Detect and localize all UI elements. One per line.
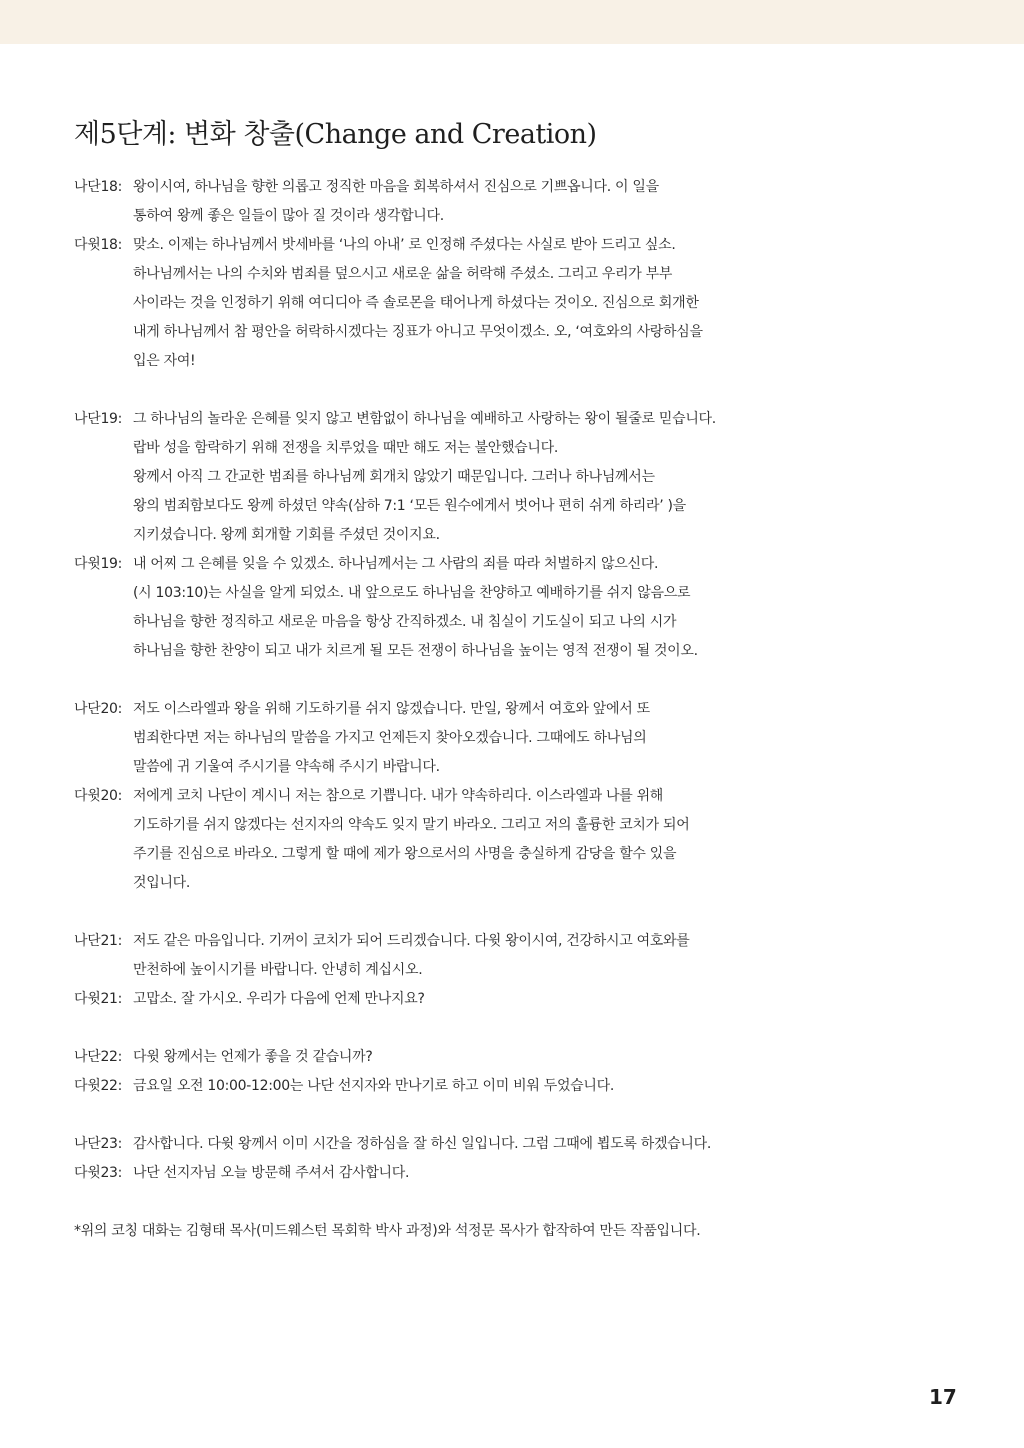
speech-line: 범죄한다면 저는 하나님의 말씀을 가지고 언제든지 찾아오겠습니다. 그때에도 하나님의 bbox=[133, 730, 647, 746]
speaker-label: 다윗23: bbox=[74, 1165, 123, 1181]
speech-line: 저도 이스라엘과 왕을 위해 기도하기를 쉬지 않겠습니다. 만일, 왕께서 여호와 앞에서 또 bbox=[133, 701, 650, 717]
speech-line: 고맙소. 잘 가시오. 우리가 다음에 언제 만나지요? bbox=[133, 991, 425, 1007]
speech-line: 만천하에 높이시기를 바랍니다. 안녕히 계십시오. bbox=[133, 962, 423, 978]
speech-line: 입은 자여! bbox=[133, 353, 196, 369]
speech-text bbox=[133, 231, 954, 376]
speech-line: 주기를 진심으로 바라오. 그렇게 할 때에 제가 왕으로서의 사명을 충실하게 감당을 할수 있을 bbox=[133, 846, 677, 862]
speech-line: 하나님을 향한 정직하고 새로운 마음을 항상 간직하겠소. 내 침실이 기도실이 되고 나의 시가 bbox=[133, 614, 677, 630]
speech-line: 통하여 왕께 좋은 일들이 많아 질 것이라 생각합니다. bbox=[133, 208, 444, 224]
speech-line: 기도하기를 쉬지 않겠다는 선지자의 약속도 잊지 말기 바라오. 그리고 저의 훌륭한 코치가 되어 bbox=[133, 817, 690, 833]
speech-line: 왕이시여, 하나님을 향한 의롭고 정직한 마음을 회복하셔서 진심으로 기쁘옵니다. 이 일을 bbox=[133, 179, 659, 195]
dialogue-turn bbox=[74, 1043, 954, 1072]
dialogue-turn bbox=[74, 782, 954, 898]
section-gap bbox=[74, 666, 954, 695]
dialogue-turn bbox=[74, 695, 954, 782]
speaker-label: 나단18: bbox=[74, 179, 123, 195]
dialogue-turn bbox=[74, 927, 954, 985]
page-number: 17 bbox=[929, 1385, 957, 1409]
speaker-label: 다윗19: bbox=[74, 556, 123, 572]
footnote: *위의 코칭 대화는 김형태 목사(미드웨스턴 목회학 박사 과정)와 석정문 목사가 합작하여 만든 작품입니다. bbox=[74, 1223, 701, 1239]
section-gap bbox=[74, 1101, 954, 1130]
speech-text bbox=[133, 1130, 954, 1159]
speech-line: 하나님께서는 나의 수치와 범죄를 덮으시고 새로운 삶을 허락해 주셨소. 그리고 우리가 부부 bbox=[133, 266, 673, 282]
speech-line: 나단 선지자님 오늘 방문해 주셔서 감사합니다. bbox=[133, 1165, 410, 1181]
dialogue-turn bbox=[74, 1072, 954, 1101]
dialogue-turn bbox=[74, 1130, 954, 1159]
speech-line: 감사합니다. 다윗 왕께서 이미 시간을 정하심을 잘 하신 일입니다. 그럼 그때에 뵙도록 하겠습니다. bbox=[133, 1136, 711, 1152]
speech-text bbox=[133, 405, 954, 550]
speech-line: 맞소. 이제는 하나님께서 밧세바를 ‘나의 아내’ 로 인정해 주셨다는 사실로 받아 드리고 싶소. bbox=[133, 237, 676, 253]
speech-line: 금요일 오전 10:00-12:00는 나단 선지자와 만나기로 하고 이미 비워 두었습니다. bbox=[133, 1078, 614, 1094]
speech-text bbox=[133, 927, 954, 985]
section-gap bbox=[74, 376, 954, 405]
speech-text bbox=[133, 1043, 954, 1072]
speech-line: 저도 같은 마음입니다. 기꺼이 코치가 되어 드리겠습니다. 다윗 왕이시여, 건강하시고 여호와를 bbox=[133, 933, 690, 949]
speech-text bbox=[133, 985, 954, 1014]
dialogue-turn bbox=[74, 985, 954, 1014]
speech-line: 왕의 범죄함보다도 왕께 하셨던 약속(삼하 7:1 ‘모든 원수에게서 벗어나 편히 쉬게 하리라’ )을 bbox=[133, 498, 686, 514]
speech-line: 말씀에 귀 기울여 주시기를 약속해 주시기 바랍니다. bbox=[133, 759, 440, 775]
speech-text bbox=[133, 695, 954, 782]
dialogue-turn bbox=[74, 173, 954, 231]
speech-text bbox=[133, 1072, 954, 1101]
dialogue-turn bbox=[74, 550, 954, 666]
speaker-label: 나단23: bbox=[74, 1136, 123, 1152]
speech-line: (시 103:10)는 사실을 알게 되었소. 내 앞으로도 하나님을 찬양하고 예배하기를 쉬지 않음으로 bbox=[133, 585, 691, 601]
speech-text bbox=[133, 173, 954, 231]
speaker-label: 나단20: bbox=[74, 701, 123, 717]
speech-line: 그 하나님의 놀라운 은혜를 잊지 않고 변함없이 하나님을 예배하고 사랑하는 왕이 될줄로 믿습니다. bbox=[133, 411, 716, 427]
dialogue-turn bbox=[74, 1159, 954, 1188]
dialogue-turn bbox=[74, 231, 954, 376]
speech-line: 사이라는 것을 인정하기 위해 여디디아 즉 솔로몬을 태어나게 하셨다는 것이오. 진심으로 회개한 bbox=[133, 295, 699, 311]
speech-line: 내게 하나님께서 참 평안을 허락하시겠다는 징표가 아니고 무엇이겠소. 오, ‘여호와의 사랑하심을 bbox=[133, 324, 703, 340]
dialogue bbox=[74, 173, 954, 1188]
speaker-label: 다윗21: bbox=[74, 991, 123, 1007]
speech-line: 저에게 코치 나단이 계시니 저는 참으로 기쁩니다. 내가 약속하리다. 이스라엘과 나를 위해 bbox=[133, 788, 664, 804]
speech-text bbox=[133, 1159, 954, 1188]
speech-line: 랍바 성을 함락하기 위해 전쟁을 치루었을 때만 해도 저는 불안했습니다. bbox=[133, 440, 558, 456]
page-content bbox=[74, 112, 954, 1246]
speech-text bbox=[133, 782, 954, 898]
speech-line: 지키셨습니다. 왕께 회개할 기회를 주셨던 것이지요. bbox=[133, 527, 440, 543]
page-title: 제5단계: 변화 창출(Change and Creation) bbox=[74, 119, 597, 150]
speaker-label: 나단19: bbox=[74, 411, 123, 427]
speaker-label: 나단21: bbox=[74, 933, 123, 949]
speaker-label: 나단22: bbox=[74, 1049, 123, 1065]
dialogue-turn bbox=[74, 405, 954, 550]
speech-text bbox=[133, 550, 954, 666]
speech-line: 왕께서 아직 그 간교한 범죄를 하나님께 회개치 않았기 때문입니다. 그러나 하나님께서는 bbox=[133, 469, 655, 485]
speaker-label: 다윗20: bbox=[74, 788, 123, 804]
speaker-label: 다윗18: bbox=[74, 237, 123, 253]
section-gap bbox=[74, 898, 954, 927]
speaker-label: 다윗22: bbox=[74, 1078, 123, 1094]
section-gap bbox=[74, 1014, 954, 1043]
speech-line: 내 어찌 그 은혜를 잊을 수 있겠소. 하나님께서는 그 사람의 죄를 따라 처벌하지 않으신다. bbox=[133, 556, 659, 572]
top-decorative-band bbox=[0, 0, 1024, 44]
speech-line: 것입니다. bbox=[133, 875, 191, 891]
speech-line: 다윗 왕께서는 언제가 좋을 것 같습니까? bbox=[133, 1049, 373, 1065]
speech-line: 하나님을 향한 찬양이 되고 내가 치르게 될 모든 전쟁이 하나님을 높이는 영적 전쟁이 될 것이오. bbox=[133, 643, 698, 659]
